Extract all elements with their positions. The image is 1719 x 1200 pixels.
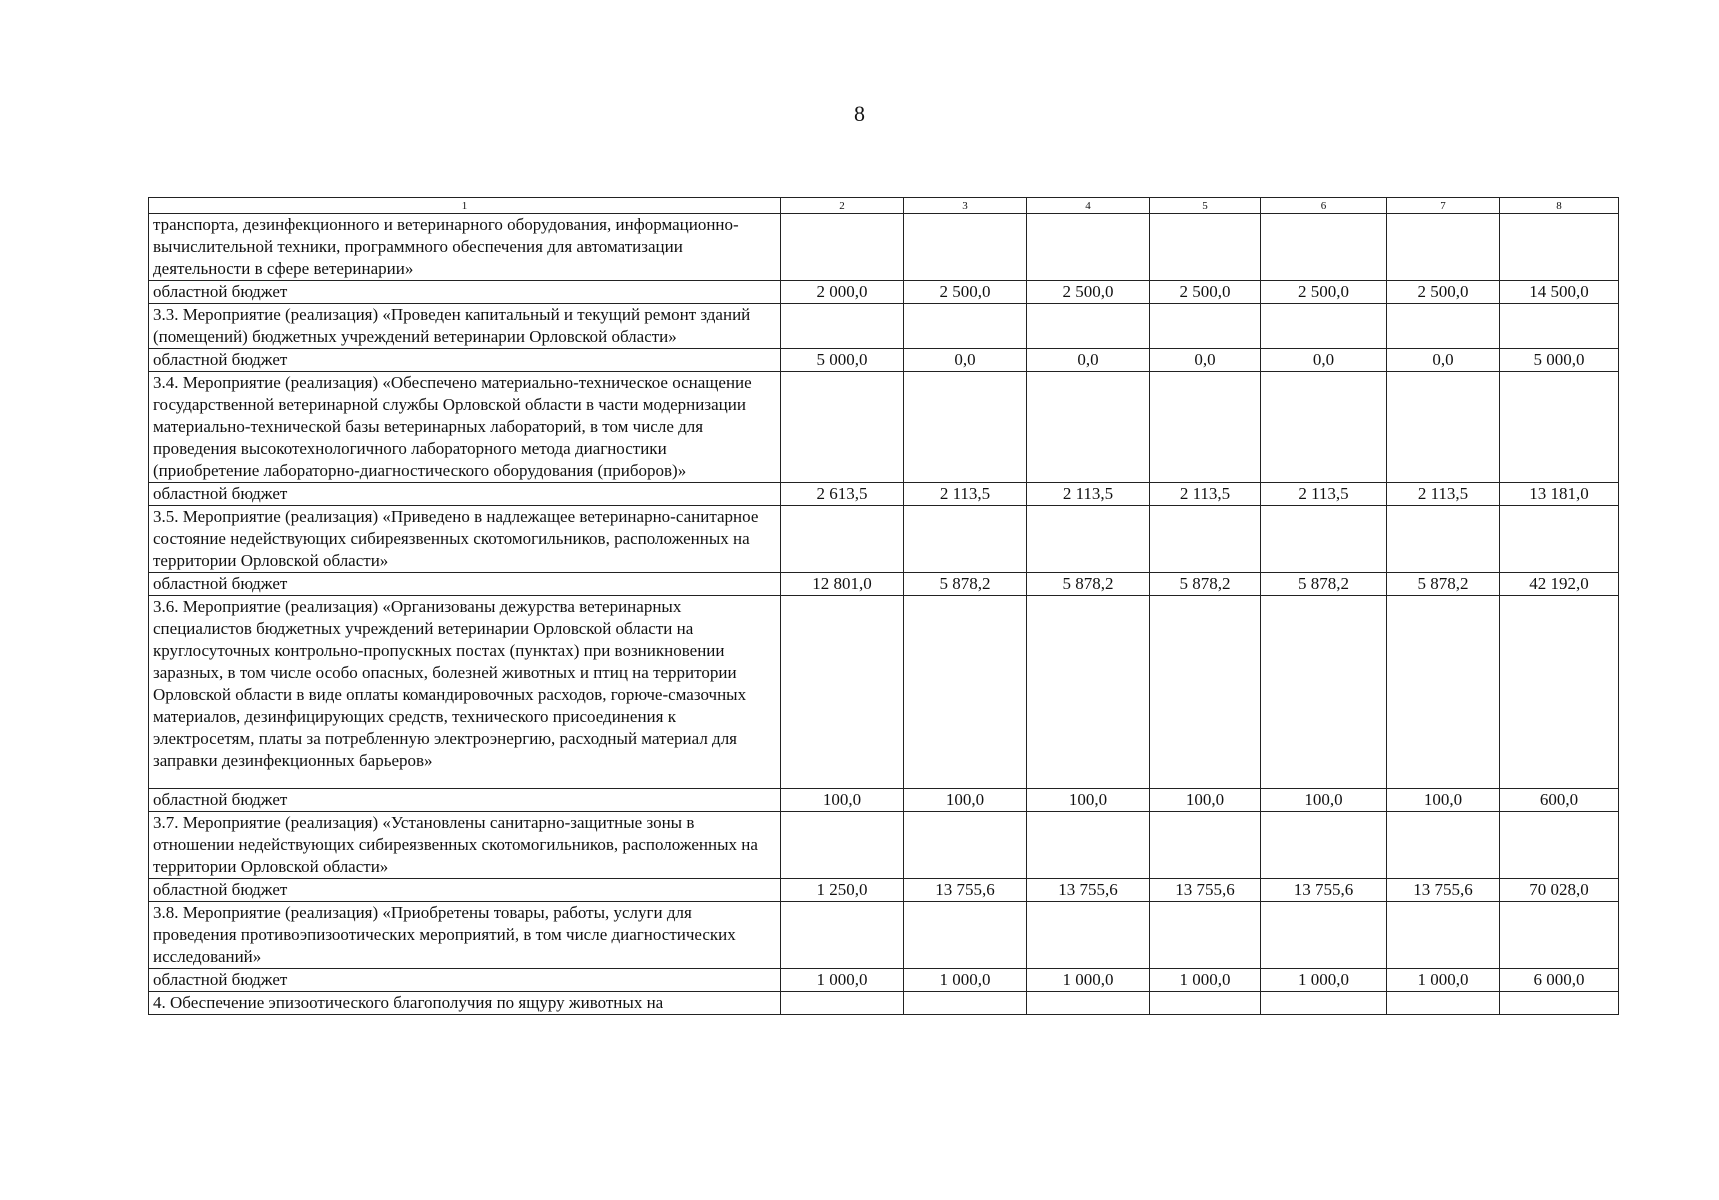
empty-cell — [904, 902, 1027, 969]
value-col-7: 100,0 — [1387, 789, 1500, 812]
measure-description: 3.3. Мероприятие (реализация) «Проведен капитальный и текущий ремонт зданий (помещений) бюджетных учреждений ветеринарии Орловской области» — [149, 304, 781, 349]
value-col-3: 1 000,0 — [904, 969, 1027, 992]
empty-cell — [1027, 214, 1150, 281]
value-col-4: 0,0 — [1027, 349, 1150, 372]
value-col-6: 13 755,6 — [1261, 879, 1387, 902]
value-total: 42 192,0 — [1500, 573, 1619, 596]
empty-cell — [1027, 902, 1150, 969]
value-col-2: 2 000,0 — [781, 281, 904, 304]
empty-cell — [1261, 596, 1387, 789]
value-col-4: 100,0 — [1027, 789, 1150, 812]
table-row-measure-description — [149, 596, 1619, 789]
empty-cell — [1387, 304, 1500, 349]
value-col-2: 5 000,0 — [781, 349, 904, 372]
column-header-7: 7 — [1387, 198, 1500, 214]
budget-label: областной бюджет — [149, 573, 781, 596]
value-col-3: 13 755,6 — [904, 879, 1027, 902]
empty-cell — [1261, 812, 1387, 879]
value-col-2: 2 613,5 — [781, 483, 904, 506]
empty-cell — [1261, 372, 1387, 483]
budget-label: областной бюджет — [149, 281, 781, 304]
empty-cell — [1387, 992, 1500, 1015]
empty-cell — [1500, 506, 1619, 573]
value-col-5: 2 500,0 — [1150, 281, 1261, 304]
empty-cell — [1027, 506, 1150, 573]
value-col-5: 100,0 — [1150, 789, 1261, 812]
budget-label: областной бюджет — [149, 789, 781, 812]
empty-cell — [781, 304, 904, 349]
section-heading: 4. Обеспечение эпизоотического благополучия по ящуру животных на — [149, 992, 781, 1015]
empty-cell — [1500, 596, 1619, 789]
value-col-3: 2 500,0 — [904, 281, 1027, 304]
empty-cell — [1150, 372, 1261, 483]
value-col-7: 5 878,2 — [1387, 573, 1500, 596]
empty-cell — [781, 214, 904, 281]
measure-description: 3.6. Мероприятие (реализация) «Организованы дежурства ветеринарных специалистов бюджетных учреждений ветеринарии Орловской области на круглосуточных контрольно-пропускных постах (пунктах) при возникновении заразных, в том числе особо опасных, болезней животных и птиц на территории Орловской области в виде оплаты командировочных расходов, горюче-смазочных материалов, дезинфицирующих средств, технического присоединения к электросетям, платы за потребленную электроэнергию, расходный материал для заправки дезинфекционных барьеров» — [149, 596, 781, 789]
table-row-budget — [149, 349, 1619, 372]
empty-cell — [904, 596, 1027, 789]
value-col-2: 12 801,0 — [781, 573, 904, 596]
budget-label: областной бюджет — [149, 969, 781, 992]
table-row-budget — [149, 573, 1619, 596]
empty-cell — [1261, 902, 1387, 969]
empty-cell — [1027, 304, 1150, 349]
column-header-1: 1 — [149, 198, 781, 214]
empty-cell — [1500, 304, 1619, 349]
value-col-2: 1 250,0 — [781, 879, 904, 902]
table-header — [149, 198, 1619, 214]
value-col-5: 2 113,5 — [1150, 483, 1261, 506]
empty-cell — [1387, 372, 1500, 483]
column-header-8: 8 — [1500, 198, 1619, 214]
empty-cell — [1261, 992, 1387, 1015]
measure-description: 3.7. Мероприятие (реализация) «Установлены санитарно-защитные зоны в отношении недействующих сибиреязвенных скотомогильников, расположенных на территории Орловской области» — [149, 812, 781, 879]
table-row-budget — [149, 879, 1619, 902]
empty-cell — [1150, 812, 1261, 879]
empty-cell — [1261, 214, 1387, 281]
empty-cell — [781, 506, 904, 573]
table-row-measure-description — [149, 304, 1619, 349]
empty-cell — [1150, 214, 1261, 281]
empty-cell — [1027, 596, 1150, 789]
value-col-7: 1 000,0 — [1387, 969, 1500, 992]
table-row-measure-description — [149, 812, 1619, 879]
table-row-measure-description — [149, 902, 1619, 969]
empty-cell — [904, 506, 1027, 573]
measure-description: 3.5. Мероприятие (реализация) «Приведено в надлежащее ветеринарно-санитарное состояние недействующих сибиреязвенных скотомогильников, расположенных на территории Орловской области» — [149, 506, 781, 573]
column-header-5: 5 — [1150, 198, 1261, 214]
empty-cell — [1027, 372, 1150, 483]
empty-cell — [1150, 992, 1261, 1015]
value-col-3: 0,0 — [904, 349, 1027, 372]
value-total: 600,0 — [1500, 789, 1619, 812]
column-header-6: 6 — [1261, 198, 1387, 214]
empty-cell — [904, 992, 1027, 1015]
empty-cell — [1261, 304, 1387, 349]
empty-cell — [1150, 902, 1261, 969]
empty-cell — [1027, 992, 1150, 1015]
table-row-budget — [149, 789, 1619, 812]
empty-cell — [1500, 214, 1619, 281]
value-col-7: 13 755,6 — [1387, 879, 1500, 902]
empty-cell — [1027, 812, 1150, 879]
value-col-6: 100,0 — [1261, 789, 1387, 812]
table-row-measure-description — [149, 372, 1619, 483]
budget-table — [148, 197, 1619, 1015]
value-col-7: 2 500,0 — [1387, 281, 1500, 304]
table-body — [149, 214, 1619, 1015]
value-col-2: 1 000,0 — [781, 969, 904, 992]
empty-cell — [1500, 372, 1619, 483]
value-col-6: 2 113,5 — [1261, 483, 1387, 506]
value-col-7: 0,0 — [1387, 349, 1500, 372]
empty-cell — [904, 372, 1027, 483]
value-col-4: 1 000,0 — [1027, 969, 1150, 992]
empty-cell — [1150, 304, 1261, 349]
empty-cell — [781, 596, 904, 789]
value-col-3: 100,0 — [904, 789, 1027, 812]
column-header-3: 3 — [904, 198, 1027, 214]
table-row-measure-description — [149, 506, 1619, 573]
value-col-5: 0,0 — [1150, 349, 1261, 372]
value-total: 13 181,0 — [1500, 483, 1619, 506]
empty-cell — [1387, 214, 1500, 281]
value-col-5: 13 755,6 — [1150, 879, 1261, 902]
value-col-4: 2 500,0 — [1027, 281, 1150, 304]
empty-cell — [781, 992, 904, 1015]
empty-cell — [904, 304, 1027, 349]
value-col-6: 5 878,2 — [1261, 573, 1387, 596]
empty-cell — [1261, 506, 1387, 573]
value-total: 5 000,0 — [1500, 349, 1619, 372]
value-col-4: 13 755,6 — [1027, 879, 1150, 902]
empty-cell — [781, 902, 904, 969]
table-row-measure-description — [149, 214, 1619, 281]
value-col-2: 100,0 — [781, 789, 904, 812]
value-col-4: 5 878,2 — [1027, 573, 1150, 596]
budget-label: областной бюджет — [149, 879, 781, 902]
value-col-7: 2 113,5 — [1387, 483, 1500, 506]
value-col-5: 5 878,2 — [1150, 573, 1261, 596]
value-total: 14 500,0 — [1500, 281, 1619, 304]
empty-cell — [781, 372, 904, 483]
measure-description: транспорта, дезинфекционного и ветеринарного оборудования, информационно-вычислительной техники, программного обеспечения для автоматизации деятельности в сфере ветеринарии» — [149, 214, 781, 281]
value-col-3: 2 113,5 — [904, 483, 1027, 506]
empty-cell — [1500, 992, 1619, 1015]
measure-description: 3.8. Мероприятие (реализация) «Приобретены товары, работы, услуги для проведения противоэпизоотических мероприятий, в том числе диагностических исследований» — [149, 902, 781, 969]
value-total: 6 000,0 — [1500, 969, 1619, 992]
empty-cell — [904, 812, 1027, 879]
budget-label: областной бюджет — [149, 483, 781, 506]
column-header-4: 4 — [1027, 198, 1150, 214]
value-col-6: 1 000,0 — [1261, 969, 1387, 992]
measure-description: 3.4. Мероприятие (реализация) «Обеспечено материально-техническое оснащение государственной ветеринарной службы Орловской области в части модернизации материально-технической базы ветеринарных лабораторий, в том числе для проведения высокотехнологичного лабораторного метода диагностики (приобретение лабораторно-диагностического оборудования (приборов)» — [149, 372, 781, 483]
page-number: 8 — [854, 101, 865, 126]
empty-cell — [1500, 812, 1619, 879]
empty-cell — [1387, 902, 1500, 969]
empty-cell — [1150, 596, 1261, 789]
column-header-2: 2 — [781, 198, 904, 214]
table-row-budget — [149, 483, 1619, 506]
value-col-4: 2 113,5 — [1027, 483, 1150, 506]
empty-cell — [1387, 506, 1500, 573]
empty-cell — [1500, 902, 1619, 969]
empty-cell — [1150, 506, 1261, 573]
empty-cell — [1387, 596, 1500, 789]
header-row — [149, 198, 1619, 214]
table-row-budget — [149, 281, 1619, 304]
value-total: 70 028,0 — [1500, 879, 1619, 902]
budget-label: областной бюджет — [149, 349, 781, 372]
table-row-section-heading — [149, 992, 1619, 1015]
value-col-3: 5 878,2 — [904, 573, 1027, 596]
value-col-6: 0,0 — [1261, 349, 1387, 372]
empty-cell — [1387, 812, 1500, 879]
value-col-5: 1 000,0 — [1150, 969, 1261, 992]
value-col-6: 2 500,0 — [1261, 281, 1387, 304]
empty-cell — [781, 812, 904, 879]
table-row-budget — [149, 969, 1619, 992]
empty-cell — [904, 214, 1027, 281]
